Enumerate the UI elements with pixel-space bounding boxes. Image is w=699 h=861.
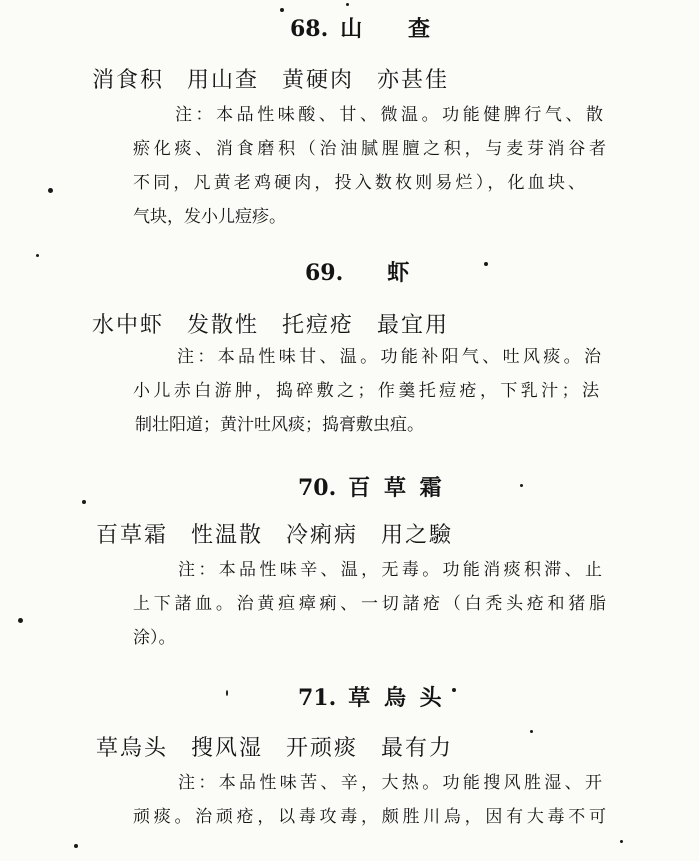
scan-speck (280, 8, 284, 12)
scan-speck (74, 844, 78, 848)
note-line: 上下諸血。治黄疸瘴痢、一切諸疮（白秃头疮和猪脂 (133, 594, 606, 614)
section-heading (298, 473, 442, 503)
verse-phrase: 发散性 (187, 313, 260, 338)
scan-speck (18, 618, 23, 623)
section-heading (305, 258, 409, 288)
verse-line (92, 66, 449, 96)
scan-speck (226, 690, 228, 696)
verse-phrase: 用之驗 (381, 523, 454, 548)
section-title: 百 草 霜 (348, 475, 442, 501)
scan-speck (520, 484, 523, 487)
section-number: 70. (298, 475, 337, 501)
verse-phrase: 最宜用 (377, 313, 450, 338)
note-line: 注：本品性味辛、温，无毒。功能消痰积滞、止 (178, 560, 602, 580)
section-heading (298, 683, 442, 713)
section-number: 68. (290, 16, 329, 42)
verse-phrase: 消食积 (92, 68, 165, 93)
note-line: 气块，发小儿痘疹。 (133, 207, 286, 227)
verse-line (96, 734, 453, 764)
scan-speck (346, 3, 349, 6)
section-title: 山 查 (340, 16, 430, 42)
scan-speck (48, 188, 53, 193)
note-line: 小儿赤白游肿，捣碎敷之；作羹托痘疮，下乳汁；法 (133, 381, 599, 401)
verse-phrase: 用山查 (187, 68, 260, 93)
section-number: 71. (298, 685, 337, 711)
verse-phrase: 亦甚佳 (377, 68, 450, 93)
section-title: 虾 (387, 260, 410, 286)
note-line: 顽痰。治顽疮，以毒攻毒，颇胜川烏，因有大毒不可 (133, 807, 606, 827)
verse-phrase: 托痘疮 (282, 313, 355, 338)
section-number: 69. (305, 260, 344, 286)
verse-phrase: 开顽痰 (286, 736, 359, 761)
verse-phrase: 草烏头 (96, 736, 169, 761)
note-line: 不同，凡黄老鸡硬肉，投入数枚则易烂），化血块、 (133, 173, 585, 193)
note-line: 注：本品性味酸、甘、微温。功能健脾行气、散 (175, 105, 603, 125)
verse-phrase: 百草霜 (96, 523, 169, 548)
scan-speck (36, 254, 39, 257)
verse-phrase: 黄硬肉 (282, 68, 355, 93)
verse-phrase: 水中虾 (92, 313, 165, 338)
scan-speck (484, 262, 488, 266)
verse-phrase: 最有力 (381, 736, 454, 761)
verse-phrase: 搜风湿 (191, 736, 264, 761)
scan-speck (82, 500, 86, 504)
verse-line (96, 521, 453, 551)
note-line: 制壮阳道；黄汁吐风痰；捣膏敷虫疽。 (135, 415, 424, 435)
note-line: 瘀化痰、消食磨积（治油腻腥膻之积，与麦芽消谷者 (133, 139, 606, 159)
section-title: 草 烏 头 (348, 685, 442, 711)
scan-speck (530, 730, 533, 733)
verse-phrase: 性温散 (191, 523, 264, 548)
note-line: 注：本品性味甘、温。功能补阳气、吐风痰。治 (177, 347, 601, 367)
verse-line (92, 311, 449, 341)
scan-speck (620, 840, 623, 843)
note-line: 注：本品性味苦、辛，大热。功能搜风胜湿、开 (178, 773, 602, 793)
note-line: 涂）。 (133, 628, 176, 648)
verse-phrase: 冷痢病 (286, 523, 359, 548)
section-heading (290, 14, 430, 44)
scan-speck (452, 688, 456, 692)
